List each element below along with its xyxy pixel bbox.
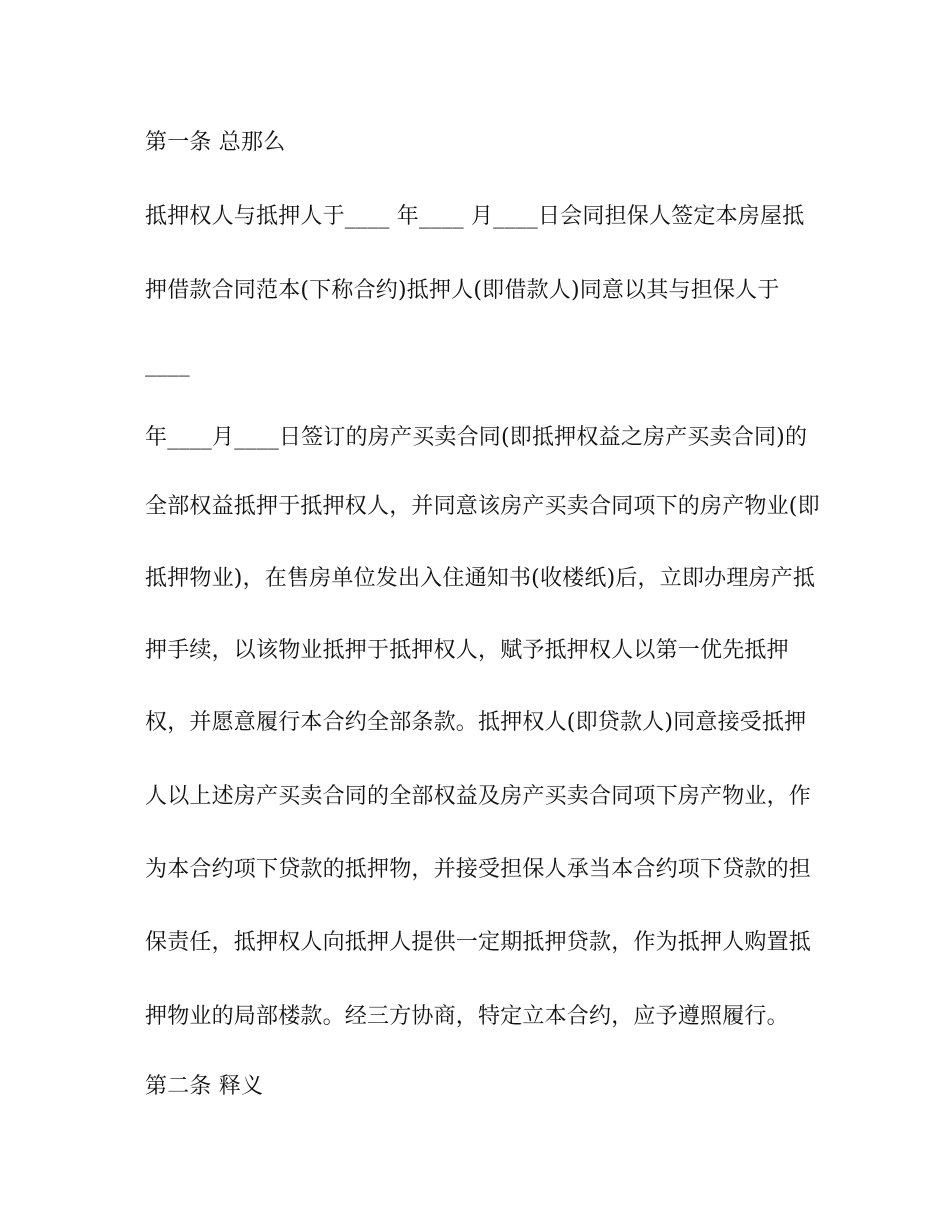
paragraph-line: 押手续，以该物业抵押于抵押权人，赋予抵押权人以第一优先抵押 — [145, 638, 789, 663]
paragraph-line: 抵押权人与抵押人于____ 年____ 月____日会同担保人签定本房屋抵 — [145, 204, 805, 229]
paragraph-line: 押借款合同范本(下称合约)抵押人(即借款人)同意以其与担保人于 — [145, 278, 780, 303]
paragraph-line: 为本合约项下贷款的抵押物，并接受担保人承当本合约项下贷款的担 — [145, 857, 812, 882]
paragraph-line: 抵押物业)，在售房单位发出入住通知书(收楼纸)后，立即办理房产抵 — [145, 566, 816, 591]
paragraph-line: 全部权益抵押于抵押权人，并同意该房产买卖合同项下的房产物业(即 — [145, 494, 820, 519]
paragraph-line: 保责任，抵押权人向抵押人提供一定期抵押贷款，作为抵押人购置抵 — [145, 930, 812, 955]
section-heading-2: 第二条 释义 — [145, 1074, 264, 1099]
paragraph-line: ____ — [145, 352, 190, 377]
paragraph-line: 人以上述房产买卖合同的全部权益及房产买卖合同项下房产物业，作 — [145, 784, 812, 809]
section-heading-1: 第一条 总那么 — [145, 130, 286, 155]
paragraph-line: 押物业的局部楼款。经三方协商，特定立本合约，应予遵照履行。 — [145, 1004, 789, 1029]
paragraph-line: 年____月____日签订的房产买卖合同(即抵押权益之房产买卖合同)的 — [145, 425, 808, 450]
paragraph-line: 权，并愿意履行本合约全部条款。抵押权人(即贷款人)同意接受抵押 — [145, 710, 807, 735]
